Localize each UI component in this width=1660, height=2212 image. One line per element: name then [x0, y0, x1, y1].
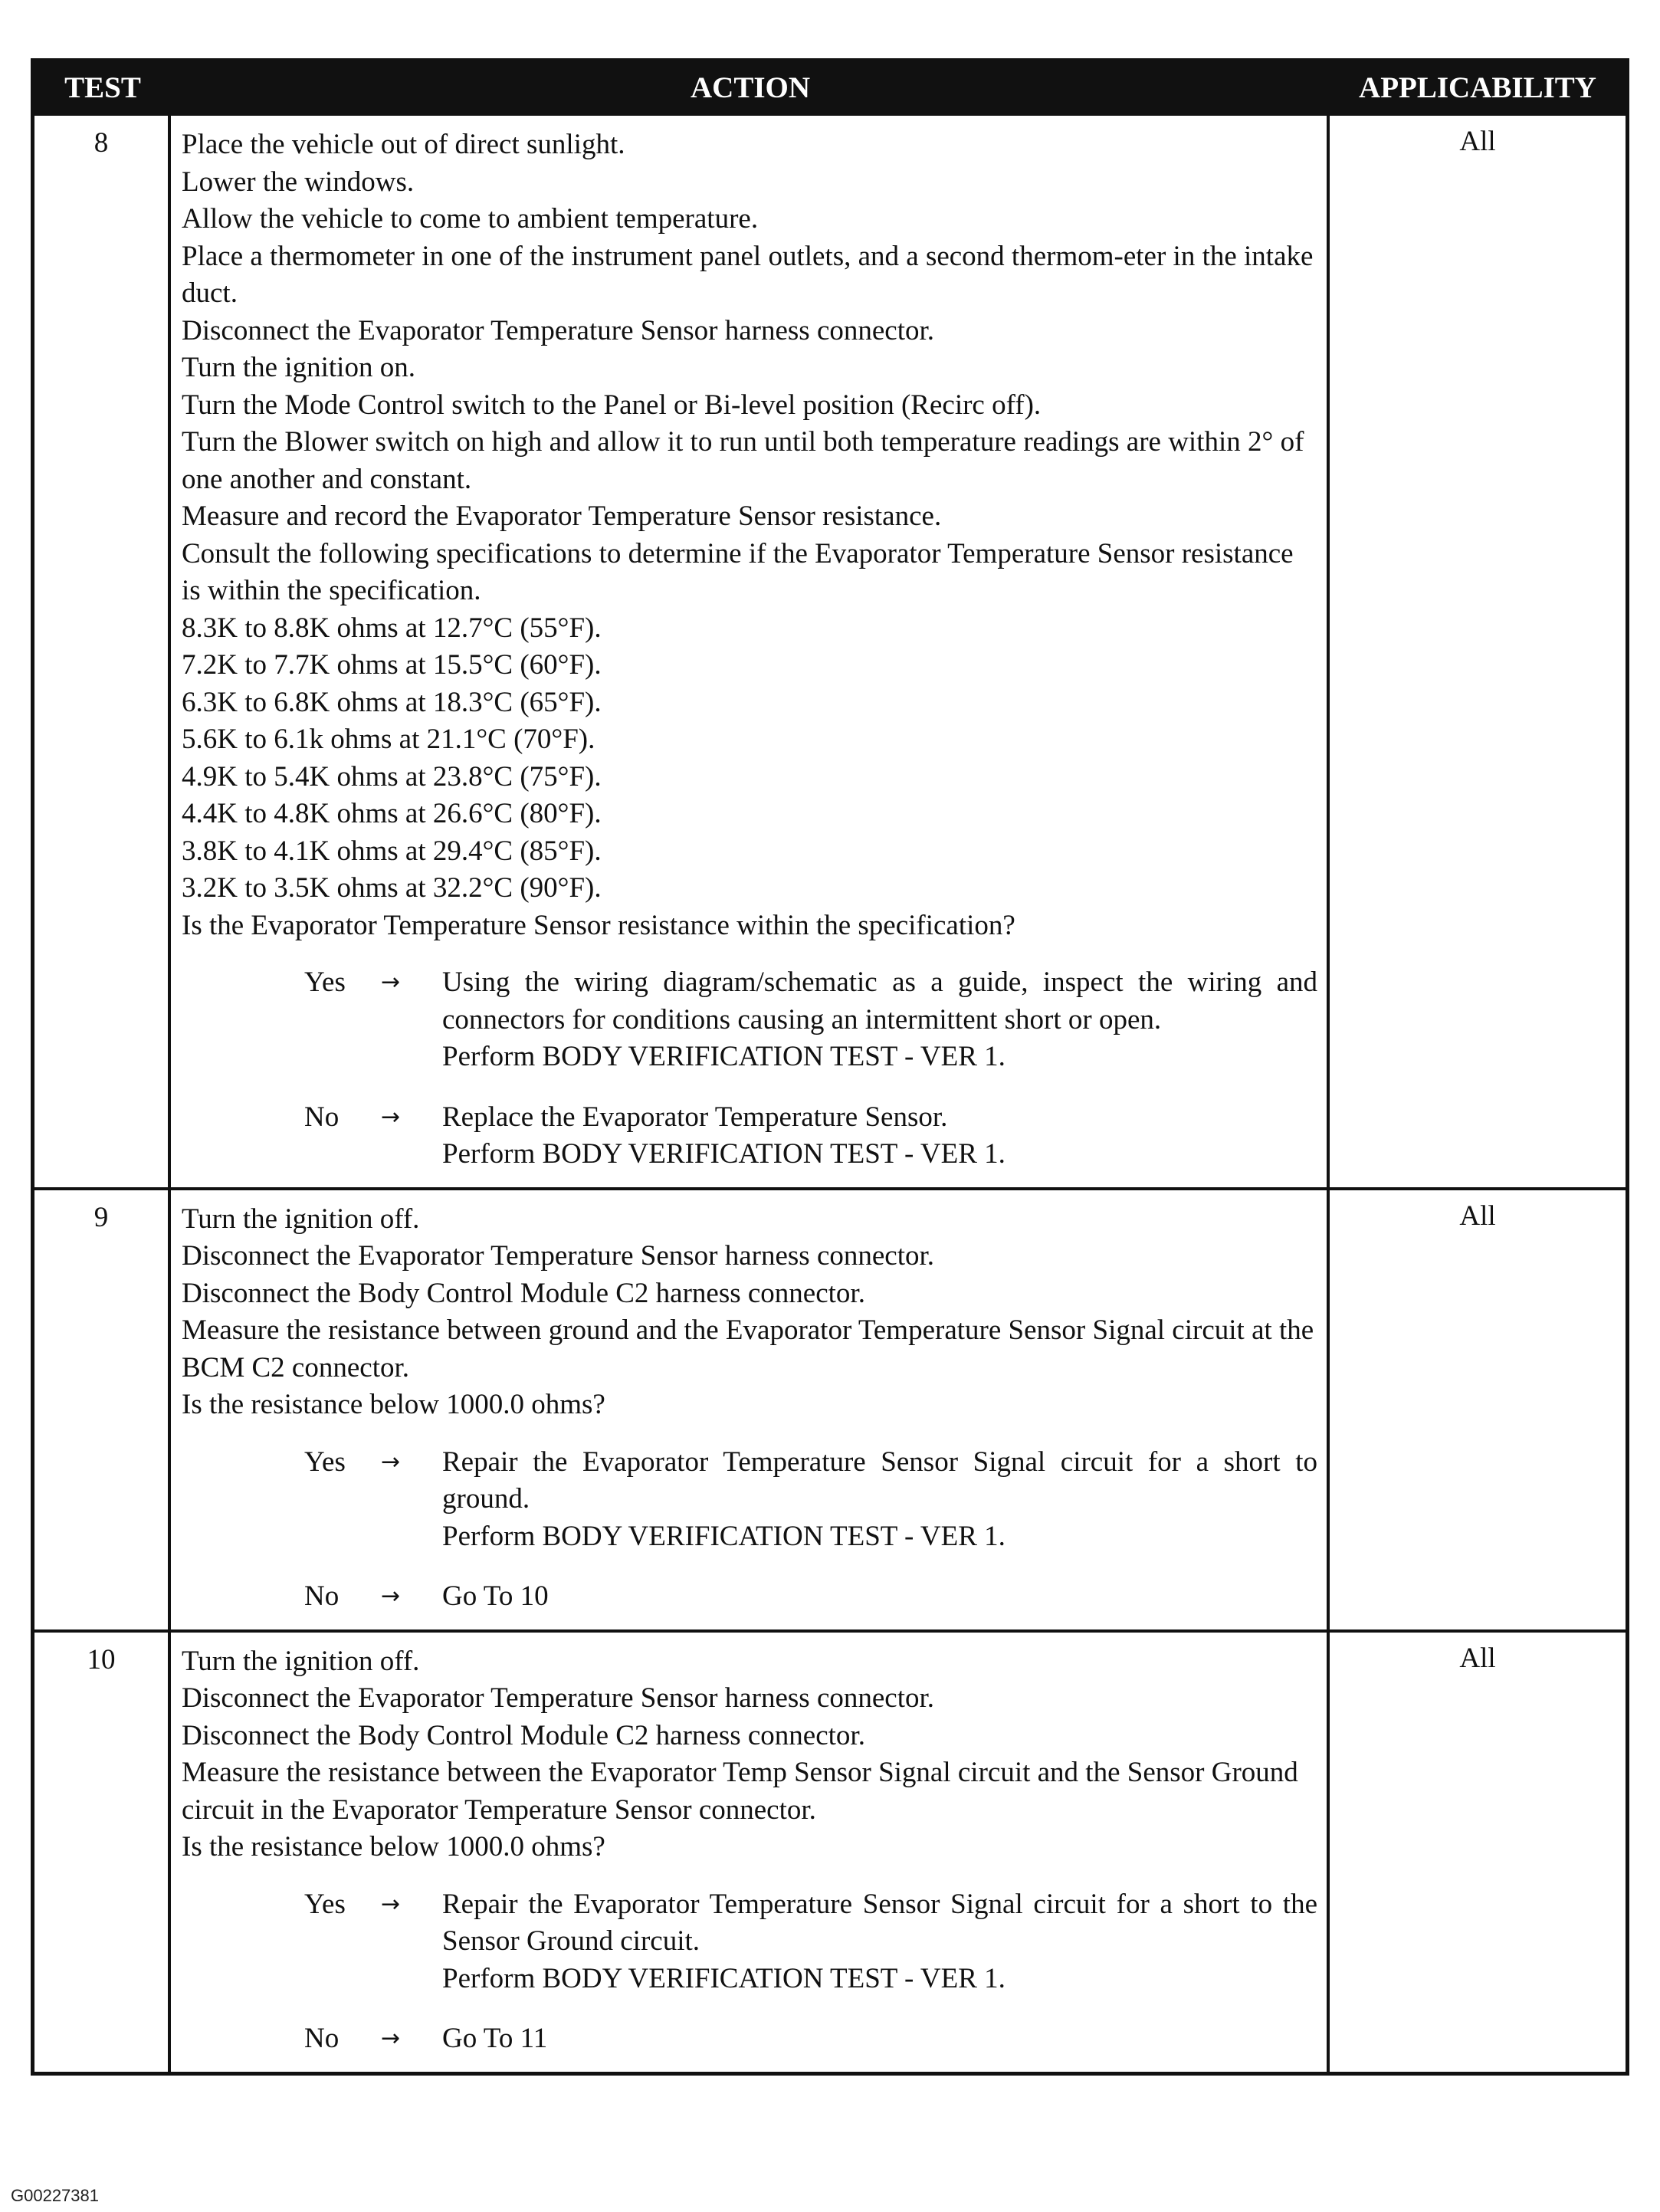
applicability-cell: All [1459, 126, 1496, 157]
answer-label: No [304, 2023, 340, 2054]
answer-label: Yes [304, 1446, 346, 1478]
action-step: Allow the vehicle to come to ambient temperature. [182, 203, 759, 235]
answer-line: Using the wiring diagram/schematic as a guide, inspect the wiring and connectors for conditions causing an intermittent short or open. [442, 967, 1317, 1035]
action-step: 4.9K to 5.4K ohms at 23.8°C (75°F). [182, 760, 602, 793]
table-header-row [34, 62, 1626, 113]
applicability-cell: All [1459, 1642, 1496, 1674]
action-step: Disconnect the Evaporator Temperature Sensor harness connector. [182, 1682, 935, 1714]
test-number: 9 [34, 1190, 171, 1629]
action-step: 4.4K to 4.8K ohms at 26.6°C (80°F). [182, 798, 602, 829]
figure-id: G00227381 [11, 2186, 99, 2205]
action-step: Measure the resistance between the Evaporator Temp Sensor Signal circuit and the Sensor Ground circuit in the Evaporator Temperature Sensor connector. [182, 1757, 1298, 1826]
table-row [34, 1187, 1626, 1629]
action-step: Disconnect the Body Control Module C2 harness connector. [182, 1719, 865, 1751]
answer-line: Repair the Evaporator Temperature Sensor Signal circuit for a short to ground. [442, 1446, 1317, 1515]
answer-yes [182, 1886, 1317, 1998]
action-step: Disconnect the Evaporator Temperature Sensor harness connector. [182, 314, 935, 346]
action-step: 8.3K to 8.8K ohms at 12.7°C (55°F). [182, 612, 602, 644]
action-step: 6.3K to 6.8K ohms at 18.3°C (65°F). [182, 686, 602, 718]
action-step: Turn the ignition on. [182, 352, 415, 383]
action-step: 5.6K to 6.1k ohms at 21.1°C (70°F). [182, 724, 595, 755]
answer-text [442, 1444, 1317, 1556]
answer-no [182, 1578, 1317, 1616]
action-cell [171, 116, 1330, 1187]
answer-yes [182, 964, 1317, 1076]
action-step: Lower the windows. [182, 166, 415, 198]
answer-text [442, 1886, 1317, 1998]
action-step: Turn the Mode Control switch to the Panel or Bi-level position (Recirc off). [182, 389, 1042, 421]
table-body [34, 113, 1626, 2072]
answer-line: Go To 10 [442, 1580, 549, 1612]
answer-text [442, 2020, 1317, 2058]
action-step: Measure the resistance between ground and the Evaporator Temperature Sensor Signal circuit at the BCM C2 connector. [182, 1314, 1314, 1383]
action-step: Is the Evaporator Temperature Sensor resistance within the specification? [182, 909, 1015, 941]
action-step: Measure and record the Evaporator Temperature Sensor resistance. [182, 500, 942, 532]
action-cell [171, 1190, 1330, 1629]
answer-no [182, 2020, 1317, 2058]
test-number: 10 [34, 1633, 171, 2072]
action-step: Turn the ignition off. [182, 1203, 420, 1235]
answer-block [182, 1886, 1317, 2058]
answer-label: Yes [304, 967, 346, 998]
action-step: Turn the Blower switch on high and allow it to run until both temperature readings are within 2° of one another and constant. [182, 426, 1304, 495]
table-row [34, 1629, 1626, 2072]
arrow-right-icon: → [381, 969, 401, 996]
answer-text [442, 1099, 1317, 1173]
action-step: Consult the following specifications to determine if the Evaporator Temperature Sensor resistance is within the specification. [182, 537, 1294, 606]
table-row [34, 113, 1626, 1187]
header-test: TEST [64, 71, 141, 104]
header-applicability: APPLICABILITY [1359, 71, 1596, 104]
answer-label: No [304, 1580, 340, 1612]
header-action: ACTION [690, 71, 811, 104]
answer-line: Replace the Evaporator Temperature Sensor. [442, 1101, 948, 1133]
action-step: Turn the ignition off. [182, 1645, 420, 1677]
answer-line: Repair the Evaporator Temperature Sensor Signal circuit for a short to the Sensor Ground circuit. [442, 1888, 1317, 1957]
answer-yes [182, 1444, 1317, 1556]
action-step: Place the vehicle out of direct sunlight. [182, 129, 625, 160]
action-cell [171, 1633, 1330, 2072]
answer-no [182, 1099, 1317, 1173]
action-step: Is the resistance below 1000.0 ohms? [182, 1831, 605, 1862]
arrow-right-icon: → [381, 1103, 401, 1131]
answer-label: No [304, 1101, 340, 1133]
answer-label: Yes [304, 1888, 346, 1920]
answer-block [182, 964, 1317, 1173]
answer-line: Perform BODY VERIFICATION TEST - VER 1. [442, 1138, 1006, 1170]
answer-line: Perform BODY VERIFICATION TEST - VER 1. [442, 1041, 1006, 1072]
answer-line: Perform BODY VERIFICATION TEST - VER 1. [442, 1520, 1006, 1552]
action-step: Is the resistance below 1000.0 ohms? [182, 1389, 605, 1420]
action-step: Disconnect the Body Control Module C2 harness connector. [182, 1277, 865, 1309]
answer-line: Perform BODY VERIFICATION TEST - VER 1. [442, 1962, 1006, 1994]
action-step: 7.2K to 7.7K ohms at 15.5°C (60°F). [182, 649, 602, 681]
arrow-right-icon: → [381, 1448, 401, 1475]
answer-line: Go To 11 [442, 2023, 548, 2054]
test-number: 8 [34, 116, 171, 1187]
action-step: 3.2K to 3.5K ohms at 32.2°C (90°F). [182, 872, 602, 904]
action-step: 3.8K to 4.1K ohms at 29.4°C (85°F). [182, 835, 602, 867]
answer-text [442, 964, 1317, 1076]
arrow-right-icon: → [381, 1890, 401, 1918]
answer-text [442, 1578, 1317, 1616]
arrow-right-icon: → [381, 2025, 401, 2052]
arrow-right-icon: → [381, 1583, 401, 1610]
applicability-cell: All [1459, 1200, 1496, 1232]
diagnostic-test-table [31, 58, 1629, 2076]
answer-block [182, 1444, 1317, 1616]
action-step: Place a thermometer in one of the instrument panel outlets, and a second thermom-eter in the intake duct. [182, 240, 1314, 309]
action-step: Disconnect the Evaporator Temperature Sensor harness connector. [182, 1240, 935, 1272]
